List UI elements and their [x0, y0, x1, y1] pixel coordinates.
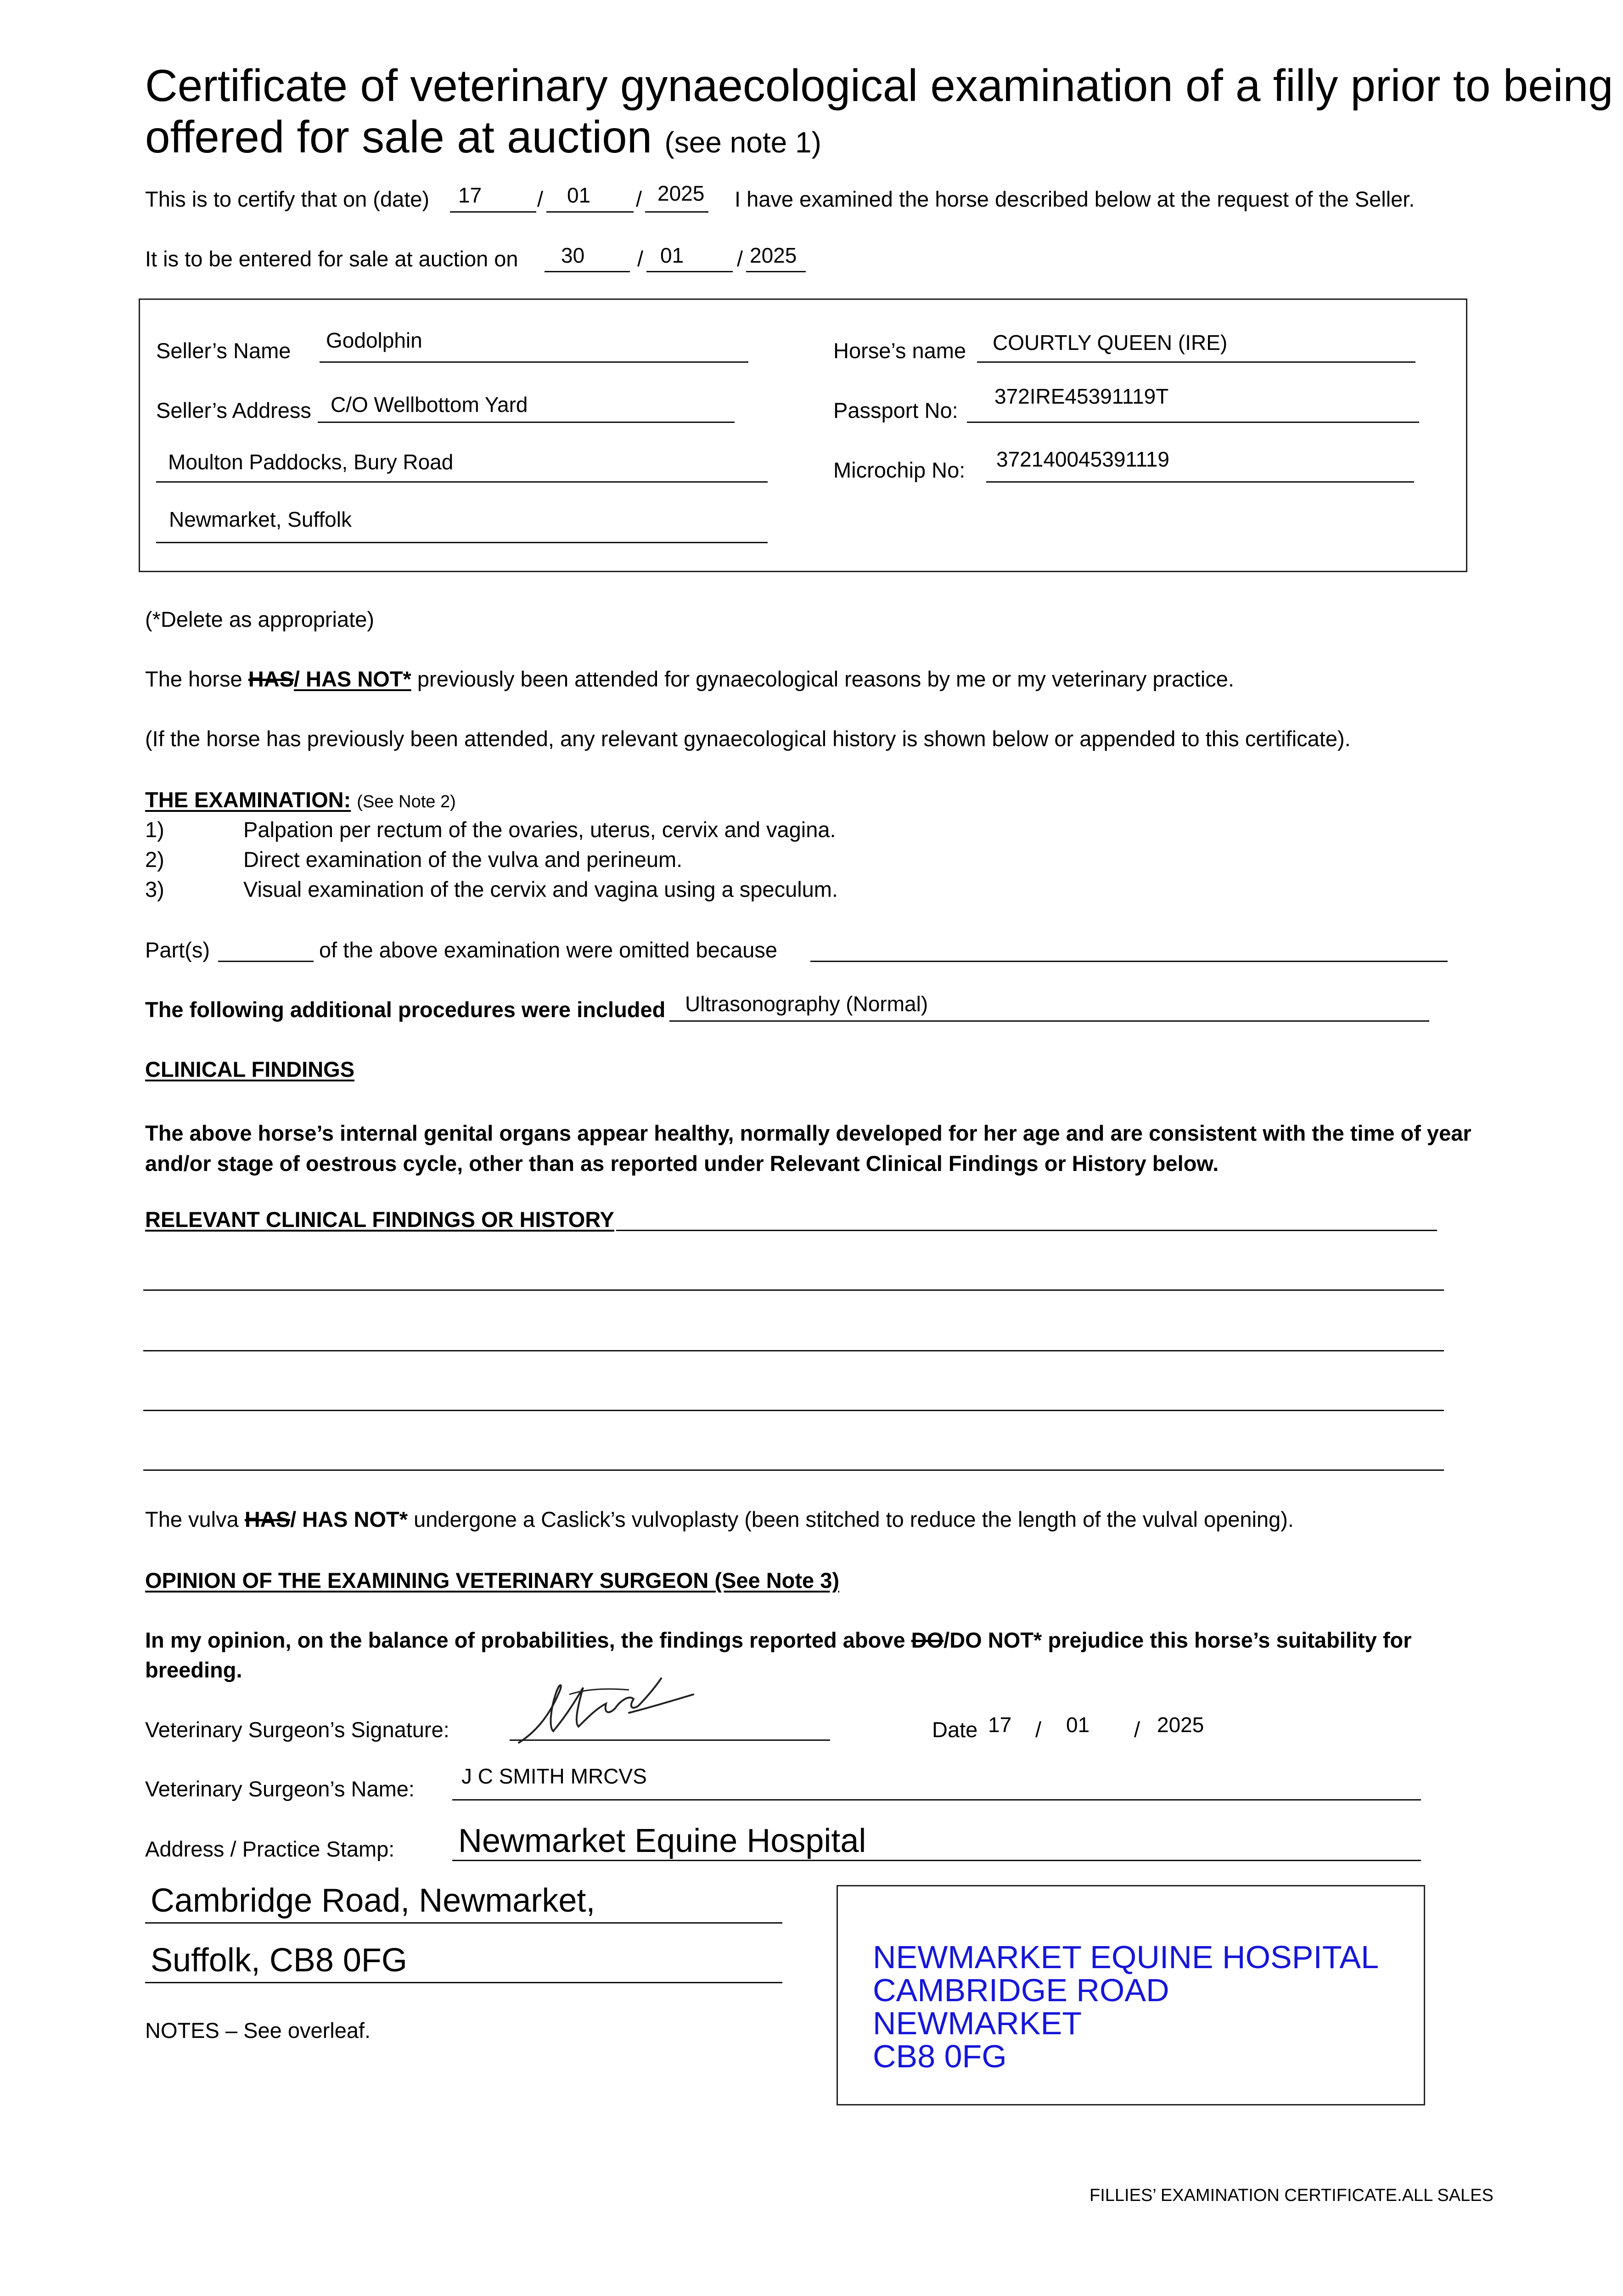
- exam-item-3-num: 3): [145, 877, 164, 901]
- exam-item-2-num: 2): [145, 847, 164, 872]
- page-title: [145, 60, 1623, 168]
- auction-month: 01: [660, 243, 684, 267]
- vulva-statement: The vulva HAS/ HAS NOT* undergone a Caslick’s vulvoplasty (been stitched to reduce the length of the vulval opening).: [145, 1507, 1294, 1531]
- seller-name: Godolphin: [326, 328, 422, 352]
- opinion-text-line2: breeding.: [145, 1658, 242, 1682]
- signature-day: 17: [988, 1713, 1012, 1737]
- signature-label: Veterinary Surgeon’s Signature:: [145, 1717, 449, 1742]
- delete-note: (*Delete as appropriate): [145, 607, 374, 631]
- certify-day: 17: [458, 183, 482, 207]
- additional-label: The following additional procedures were included: [145, 997, 666, 1022]
- auction-prefix: It is to be entered for sale at auction on: [145, 247, 518, 271]
- attended-has-not: / HAS NOT*: [293, 667, 411, 691]
- vet-address-2: Cambridge Road, Newmarket,: [151, 1882, 595, 1919]
- seller-address-2: Moulton Paddocks, Bury Road: [168, 450, 454, 474]
- signature-date-label: Date: [932, 1717, 978, 1742]
- title-main: Certificate of veterinary gynaecological examination of a filly prior to being offered for sale at auction: [145, 60, 1613, 162]
- certify-suffix: I have examined the horse described below at the request of the Seller.: [735, 187, 1415, 211]
- vet-address-3: Suffolk, CB8 0FG: [151, 1942, 407, 1979]
- seller-address-label: Seller’s Address: [156, 398, 311, 422]
- passport-number: 372IRE45391119T: [994, 384, 1169, 408]
- address-label: Address / Practice Stamp:: [145, 1837, 395, 1861]
- opinion-text: In my opinion, on the balance of probabilities, the findings reported above DO/DO NOT* prejudice this horse’s suitability for: [145, 1628, 1412, 1652]
- auction-day: 30: [561, 243, 585, 267]
- history-note: (If the horse has previously been attended, any relevant gynaecological history is shown below or appended to this certificate).: [145, 726, 1351, 751]
- attended-statement: The horse HAS/ HAS NOT* previously been attended for gynaecological reasons by me or my veterinary practice.: [145, 667, 1234, 691]
- clinical-heading: CLINICAL FINDINGS: [145, 1057, 355, 1081]
- vulva-has-struck: HAS: [244, 1507, 291, 1531]
- title-note: (see note 1): [664, 126, 821, 159]
- vet-name-label: Veterinary Surgeon’s Name:: [145, 1777, 415, 1801]
- stamp-line-4: CB8 0FG: [873, 2038, 1007, 2074]
- seller-address-3: Newmarket, Suffolk: [169, 507, 352, 531]
- opinion-heading: OPINION OF THE EXAMINING VETERINARY SURGEON (See Note 3): [145, 1568, 840, 1593]
- vulva-has-not: / HAS NOT*: [290, 1507, 408, 1531]
- exam-item-1-num: 1): [145, 817, 164, 842]
- exam-item-3: Visual examination of the cervix and vagina using a speculum.: [243, 877, 838, 901]
- examination-heading: THE EXAMINATION: (See Note 2): [145, 788, 456, 812]
- exam-item-2: Direct examination of the vulva and perineum.: [243, 847, 683, 872]
- certify-month: 01: [567, 183, 591, 207]
- stamp-line-1: NEWMARKET EQUINE HOSPITAL: [873, 1939, 1379, 1975]
- horse-name-label: Horse’s name: [833, 338, 966, 363]
- microchip-label: Microchip No:: [833, 458, 966, 482]
- seller-name-label: Seller’s Name: [156, 338, 291, 363]
- practice-stamp: [837, 1885, 1425, 2105]
- horse-name: COURTLY QUEEN (IRE): [993, 331, 1228, 355]
- signature-year: 2025: [1157, 1713, 1204, 1737]
- auction-year: 2025: [750, 243, 797, 267]
- seller-address-1: C/O Wellbottom Yard: [331, 393, 528, 416]
- stamp-line-2: CAMBRIDGE ROAD: [873, 1972, 1169, 2008]
- footer: FILLIES’ EXAMINATION CERTIFICATE.ALL SALES: [1089, 2186, 1494, 2205]
- signature-month: 01: [1066, 1713, 1090, 1737]
- stamp-line-3: NEWMARKET: [873, 2005, 1082, 2041]
- exam-item-1: Palpation per rectum of the ovaries, uterus, cervix and vagina.: [243, 817, 836, 842]
- certify-year: 2025: [657, 181, 705, 205]
- vet-address-1: Newmarket Equine Hospital: [458, 1823, 866, 1859]
- attended-has-struck: HAS: [248, 667, 294, 691]
- vet-signature: [510, 1662, 702, 1754]
- additional-value: Ultrasonography (Normal): [685, 992, 928, 1016]
- certify-prefix: This is to certify that on (date): [145, 187, 430, 211]
- notes: NOTES – See overleaf.: [145, 2018, 371, 2043]
- relevant-heading: RELEVANT CLINICAL FINDINGS OR HISTORY: [145, 1207, 614, 1232]
- opinion-do-struck: DO: [911, 1628, 944, 1652]
- passport-label: Passport No:: [833, 398, 958, 422]
- omitted-prefix: Part(s): [145, 938, 210, 962]
- microchip-number: 372140045391119: [996, 447, 1169, 471]
- omitted-middle: of the above examination were omitted because: [319, 938, 778, 962]
- clinical-statement: The above horse’s internal genital organs appear healthy, normally developed for her age and are consistent with the time of year and/or stage of oestrous cycle, other than as reported under Relevant Clinical Findings or History below.: [145, 1121, 1471, 1176]
- vet-name: J C SMITH MRCVS: [461, 1764, 647, 1788]
